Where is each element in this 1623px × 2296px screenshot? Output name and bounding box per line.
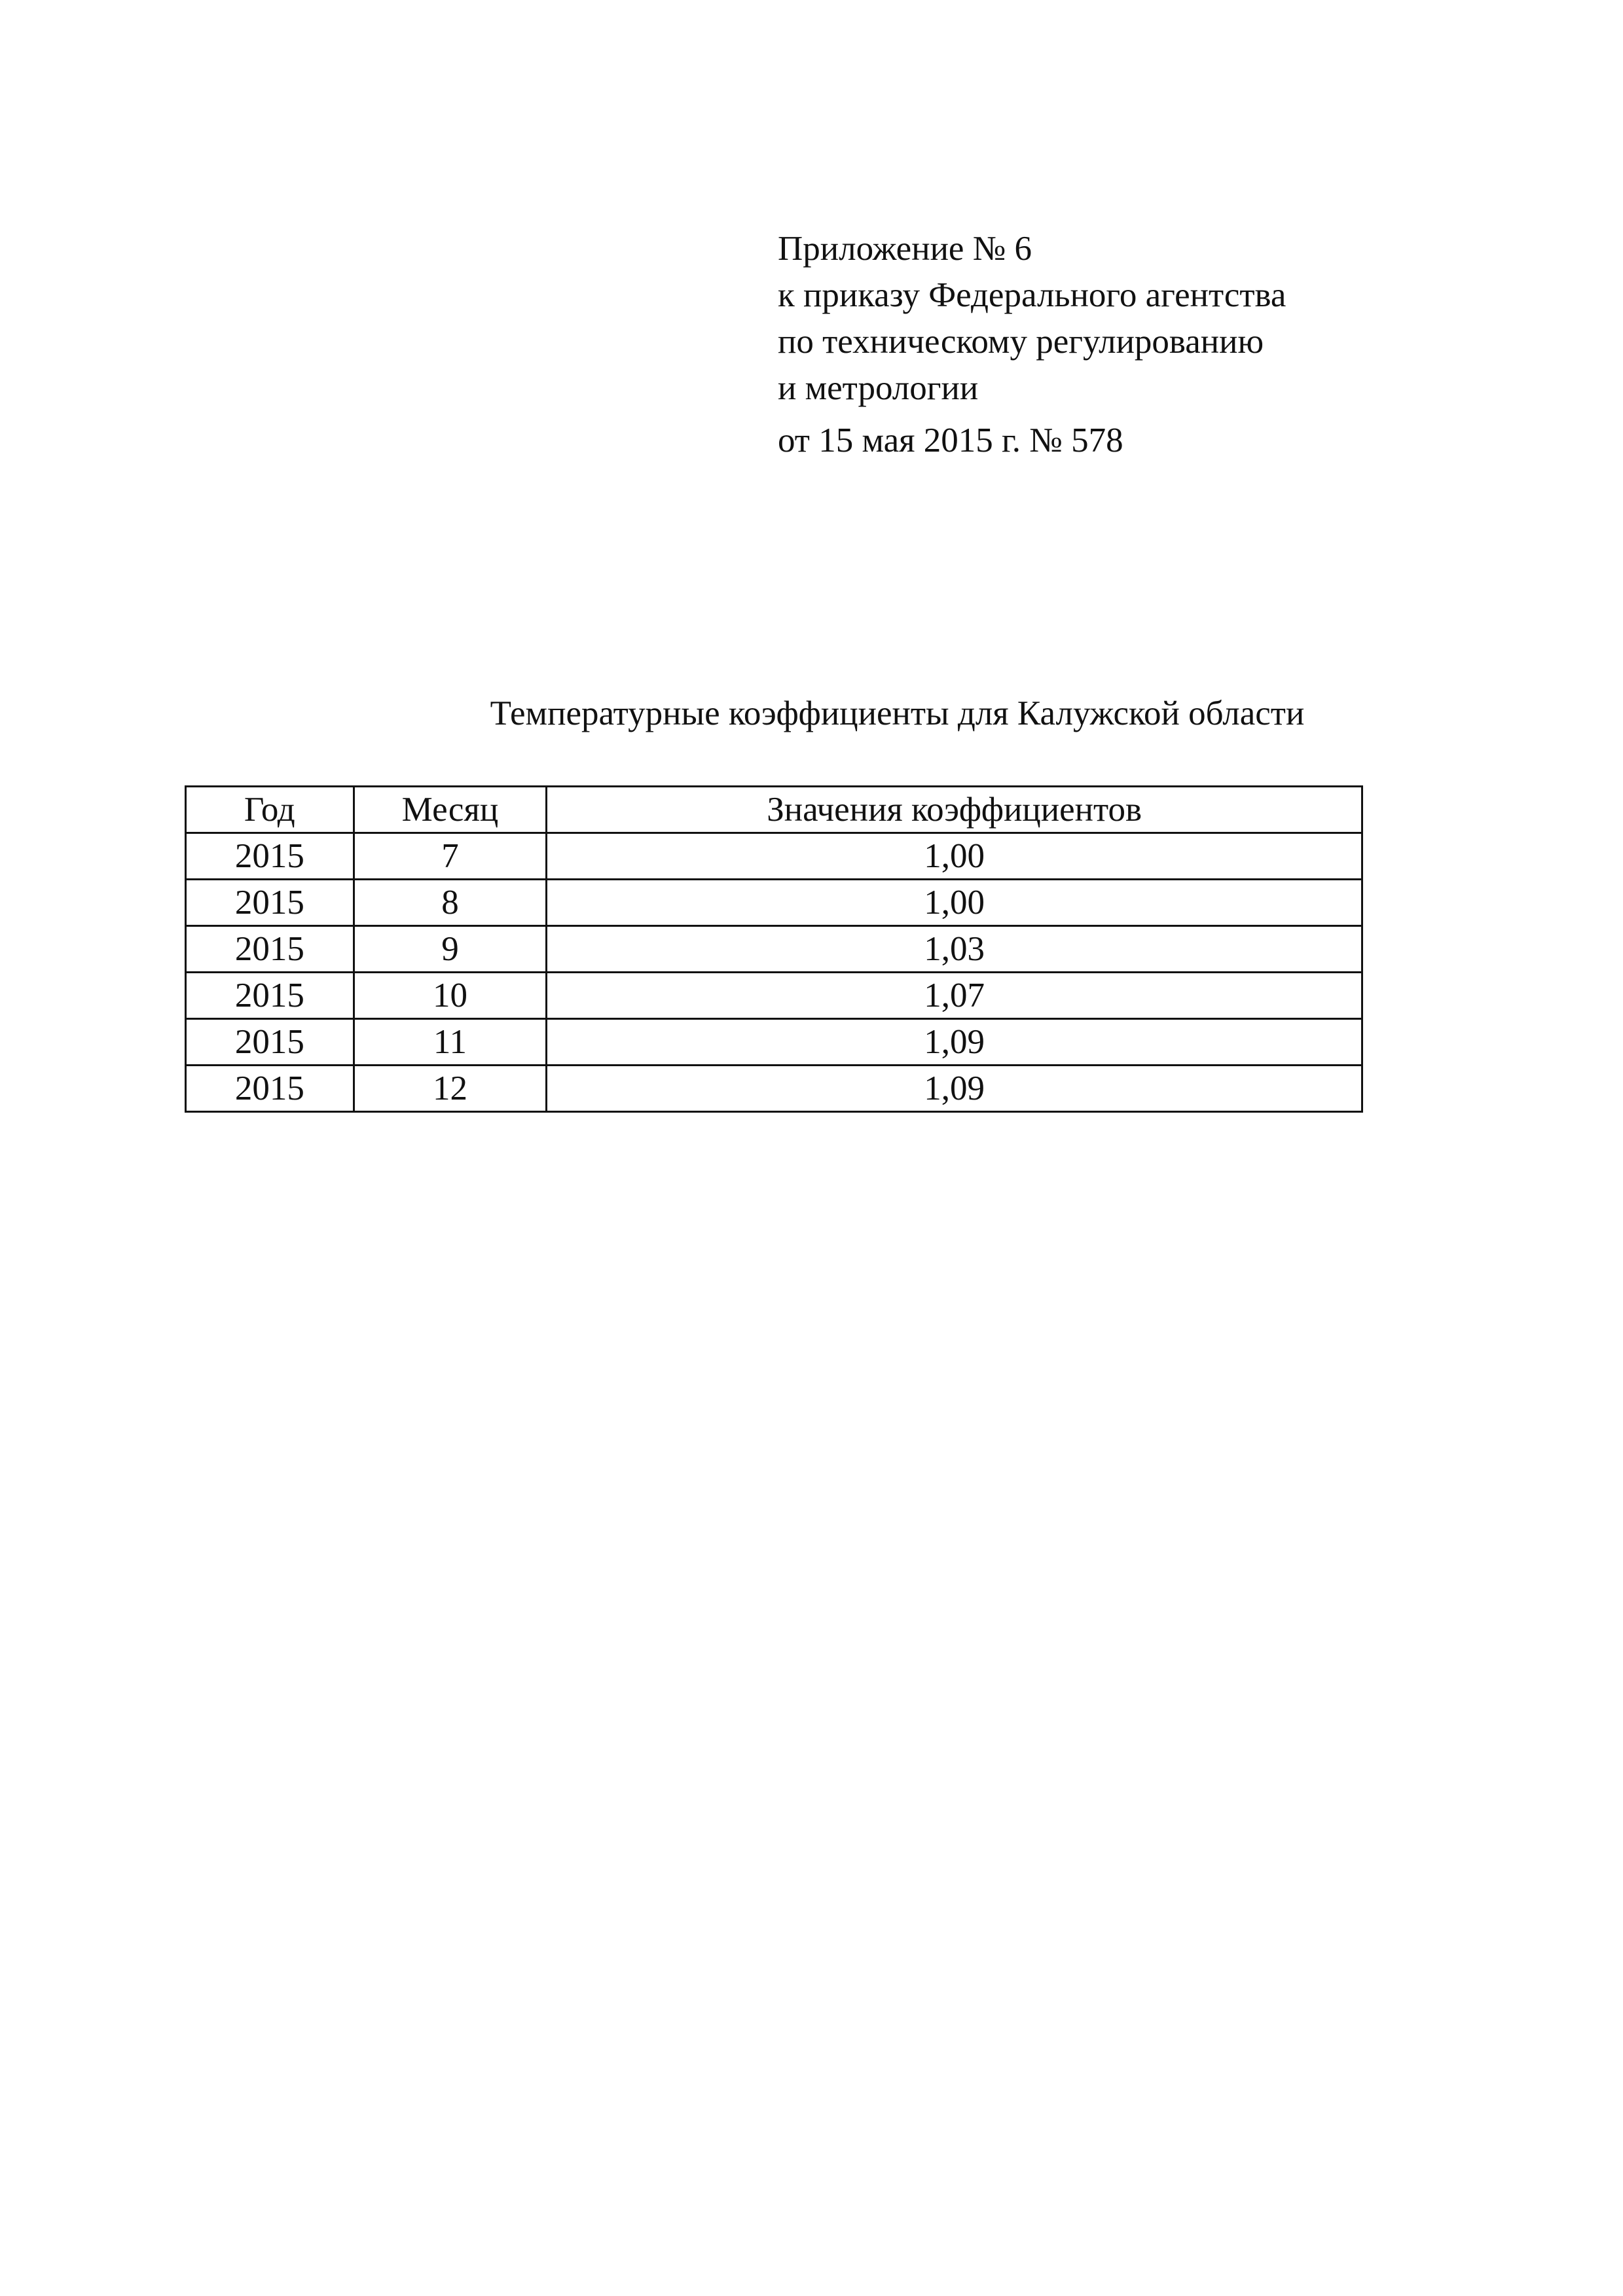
cell-month: 10: [354, 973, 547, 1019]
table-row: [186, 1066, 1362, 1112]
appendix-agency-line: по техническому регулированию: [778, 323, 1264, 361]
cell-year: 2015: [186, 1066, 354, 1112]
header-values: Значения коэффициентов: [547, 787, 1362, 833]
coefficients-table: [185, 785, 1363, 1113]
appendix-order-line: к приказу Федерального агентства: [778, 276, 1286, 314]
table-header-row: [186, 787, 1362, 833]
appendix-date-line: от 15 мая 2015 г. № 578: [778, 422, 1123, 459]
cell-value: 1,00: [547, 833, 1362, 880]
header-month: Месяц: [354, 787, 547, 833]
cell-month: 7: [354, 833, 547, 880]
table-row: [186, 973, 1362, 1019]
cell-value: 1,00: [547, 880, 1362, 926]
cell-month: 11: [354, 1019, 547, 1066]
cell-value: 1,09: [547, 1019, 1362, 1066]
cell-year: 2015: [186, 973, 354, 1019]
table-row: [186, 1019, 1362, 1066]
cell-year: 2015: [186, 1019, 354, 1066]
cell-month: 12: [354, 1066, 547, 1112]
cell-year: 2015: [186, 926, 354, 973]
cell-value: 1,07: [547, 973, 1362, 1019]
cell-month: 9: [354, 926, 547, 973]
table-title-text: Температурные коэффициенты для Калужской области: [490, 694, 1305, 732]
table-title: [0, 691, 1623, 736]
header-year: Год: [186, 787, 354, 833]
cell-year: 2015: [186, 833, 354, 880]
appendix-number: Приложение № 6: [778, 230, 1032, 268]
table-row: [186, 833, 1362, 880]
cell-month: 8: [354, 880, 547, 926]
appendix-metrology-line: и метрологии: [778, 369, 979, 407]
cell-value: 1,03: [547, 926, 1362, 973]
appendix-header: [778, 226, 1498, 464]
table-row: [186, 926, 1362, 973]
cell-value: 1,09: [547, 1066, 1362, 1112]
table-row: [186, 880, 1362, 926]
cell-year: 2015: [186, 880, 354, 926]
